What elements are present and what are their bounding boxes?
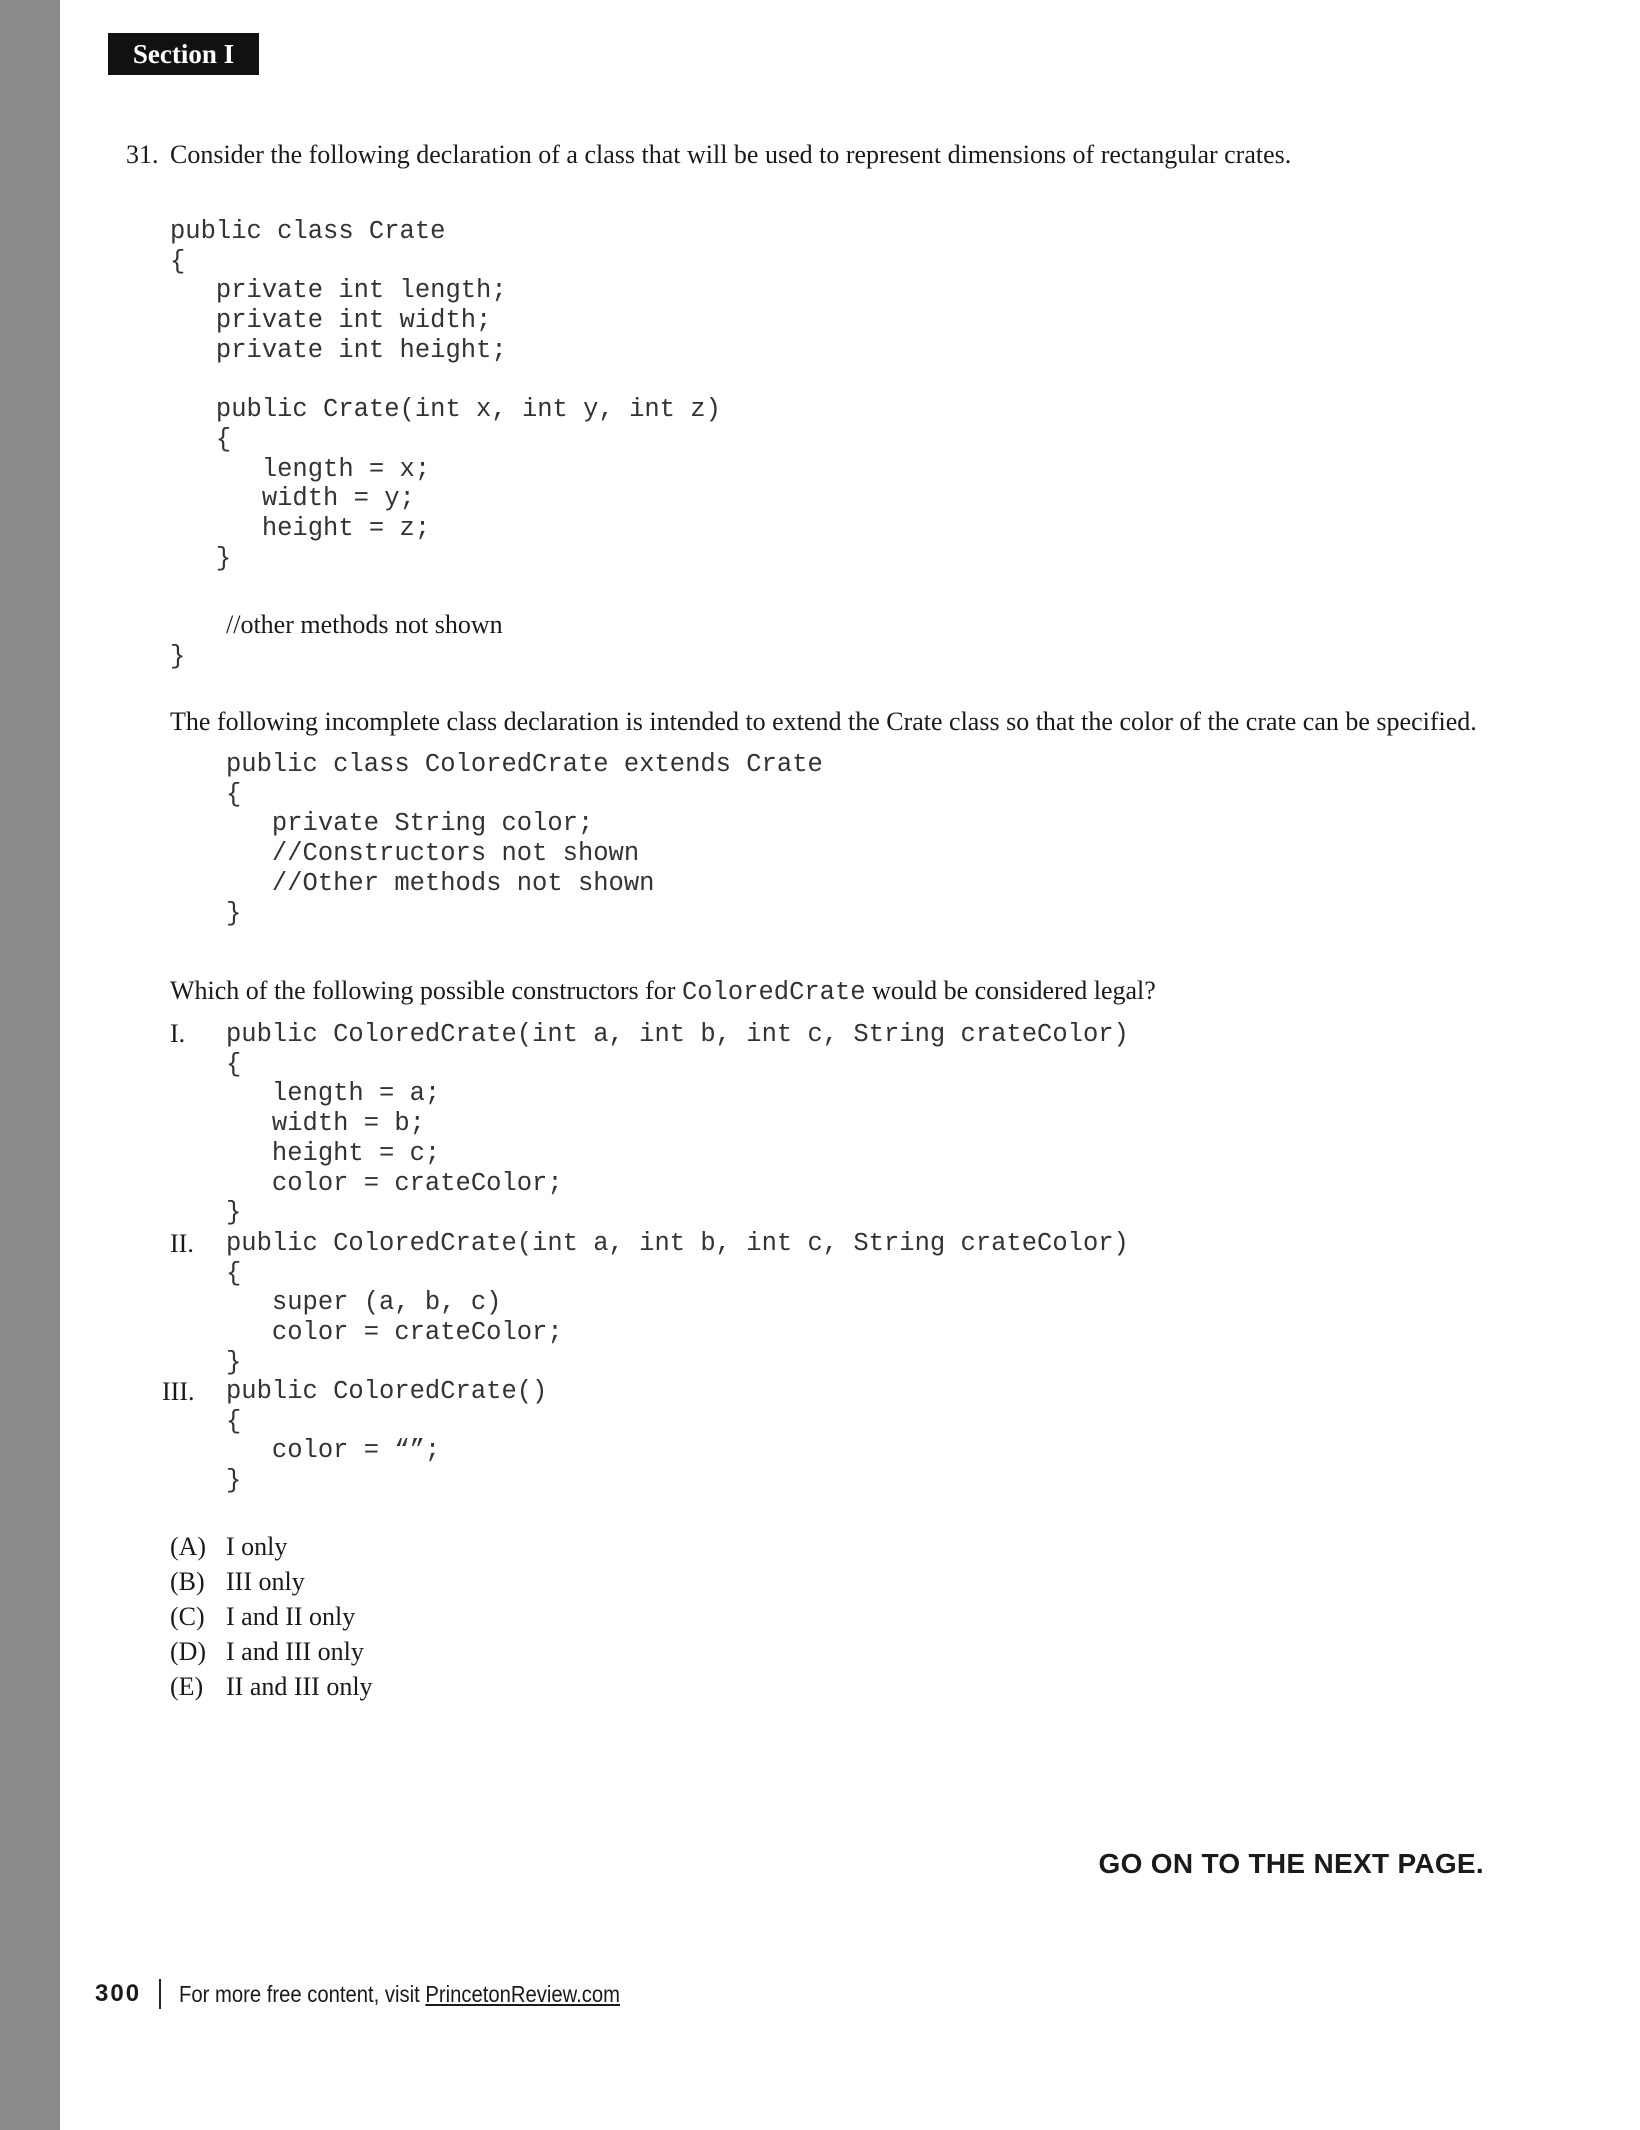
choice-text: I only — [226, 1532, 288, 1561]
question-stem: Consider the following declaration of a class that will be used to represent dimensions of rectangular crates. — [170, 140, 1292, 169]
footer-text — [179, 1981, 620, 2008]
question-number: 31. — [126, 140, 159, 169]
choice-text: I and II only — [226, 1602, 356, 1631]
prompt-class-name: ColoredCrate — [681, 978, 866, 1007]
go-on-next-page: GO ON TO THE NEXT PAGE. — [1098, 1848, 1484, 1879]
choice-text: III only — [226, 1567, 305, 1596]
option-numeral-3: III. — [162, 1377, 195, 1406]
other-methods-comment: //other methods not shown — [226, 610, 503, 639]
question-prompt — [170, 976, 1156, 1007]
page-edge-bar — [0, 0, 60, 2130]
choice-letter: (E) — [170, 1672, 204, 1701]
prompt-text-after: would be considered legal? — [865, 976, 1156, 1005]
footer-promo-text: For more free content, visit — [179, 1980, 426, 2007]
page-number: 300 — [95, 1980, 142, 2007]
choice-letter: (B) — [170, 1567, 205, 1596]
choice-letter: (D) — [170, 1637, 207, 1666]
crate-class-code: public class Crate { private int length; private int width; private int height; public Crate(int x, int y, int z) { length = x; width = y; height = z; } — [170, 217, 721, 573]
option-code-1: public ColoredCrate(int a, int b, int c, String crateColor) { length = a; width = b; height = c; color = crateColor; } — [226, 1020, 1129, 1228]
answer-choice-a[interactable] — [170, 1531, 287, 1563]
footer-link[interactable]: PrincetonReview.com — [425, 1980, 621, 2007]
option-code-2: public ColoredCrate(int a, int b, int c, String crateColor) { super (a, b, c) color = crateColor; } — [226, 1229, 1129, 1377]
section-tab: Section I — [108, 33, 259, 75]
choice-letter: (C) — [170, 1602, 205, 1631]
option-code-3: public ColoredCrate() { color = “”; } — [226, 1377, 548, 1496]
choice-letter: (A) — [170, 1532, 207, 1561]
page-footer — [95, 1979, 680, 2009]
option-numeral-1: I. — [170, 1019, 186, 1048]
prompt-text-before: Which of the following possible constructors for — [170, 976, 682, 1005]
footer-divider — [159, 1979, 161, 2009]
crate-close-brace: } — [170, 642, 186, 671]
option-numeral-2: II. — [170, 1229, 194, 1258]
answer-choice-b[interactable] — [170, 1566, 305, 1598]
answer-choice-e[interactable] — [170, 1671, 373, 1703]
answer-choice-c[interactable] — [170, 1601, 355, 1633]
colored-crate-code: public class ColoredCrate extends Crate { private String color; //Constructors not shown //Other methods not shown } — [226, 750, 823, 928]
answer-choice-d[interactable] — [170, 1636, 364, 1668]
extend-description: The following incomplete class declaration is intended to extend the Crate class so that the color of the crate can be specified. — [170, 707, 1477, 736]
choice-text: I and III only — [226, 1637, 364, 1666]
choice-text: II and III only — [226, 1672, 373, 1701]
